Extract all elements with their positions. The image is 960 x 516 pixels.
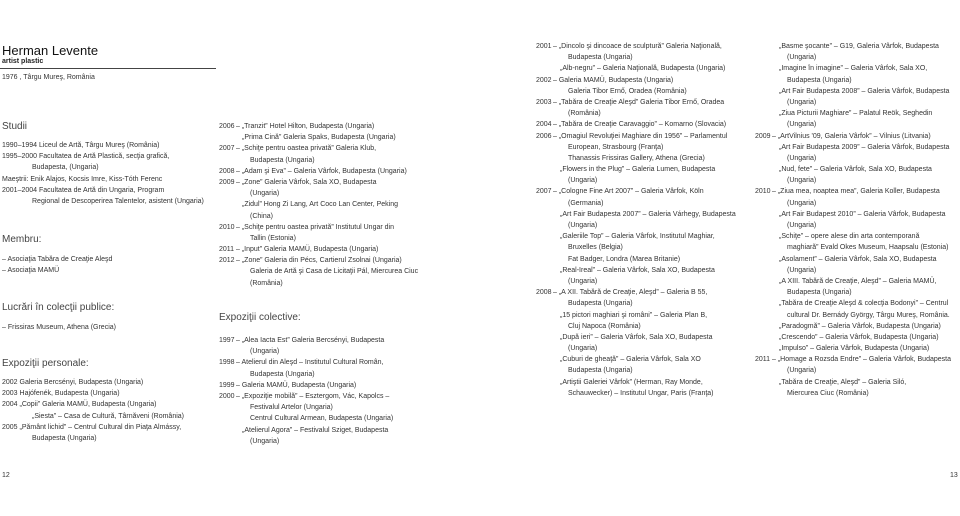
entry-text: „Impulso” – Galeria Vârfok, Budapesta (Ungaria) xyxy=(779,345,930,353)
entry-line xyxy=(219,211,449,222)
entry-text: Budapesta (Ungaria) xyxy=(250,370,315,378)
entry-text: European, Strasbourg (Franţa) xyxy=(568,143,664,151)
entry-line xyxy=(536,142,768,153)
entry-text: (Ungaria) xyxy=(787,177,817,185)
entry-text: – „Cologne Fine Art 2007” – Galeria Vârfok, Köln xyxy=(553,188,704,196)
entry-line xyxy=(219,166,449,177)
entry-line xyxy=(219,402,449,413)
entry-text: (Germania) xyxy=(568,199,604,207)
entry-text: – „Dincolo şi dincoace de sculptură” Galeria Naţională, xyxy=(553,43,722,50)
text-line: – Asociaţia MAMÜ xyxy=(2,267,60,275)
entry-line xyxy=(755,41,960,52)
entry-year: 1998 xyxy=(219,359,235,367)
entry-line xyxy=(536,97,768,108)
entry-text: „Art Fair Budapest 2010” – Galeria Vârfok, Budapesta xyxy=(779,210,946,218)
entry-line xyxy=(219,436,449,447)
entry-year: 1997 xyxy=(219,337,235,344)
entry-year: 2003 xyxy=(536,98,552,106)
entry-line xyxy=(755,220,960,231)
page-number-left: 12 xyxy=(2,472,10,479)
entry-line xyxy=(219,369,449,380)
artist-role: artist plastic xyxy=(2,58,44,65)
entry-text: Budapesta (Ungaria) xyxy=(787,289,852,297)
entry-text: (Ungaria) xyxy=(568,277,598,285)
entry-year: 2012 xyxy=(219,257,235,265)
entry-text: – „Omagiul Revoluţiei Maghiare din 1956” – Parlamentul xyxy=(553,132,728,140)
text-line: – Frissiras Museum, Athena (Grecia) xyxy=(2,324,116,331)
entry-line xyxy=(219,143,449,154)
entry-year: 2010 xyxy=(219,223,235,231)
entry-line xyxy=(219,335,449,346)
entry-year: 2006 xyxy=(219,123,235,130)
entry-line xyxy=(219,413,449,424)
membru-heading: Membru: xyxy=(2,234,42,245)
entry-text: – „Alea Iacta Est” Galeria Bercsényi, Budapesta xyxy=(236,337,385,344)
entry-line xyxy=(755,209,960,220)
entry-text: „După ieri” – Galeria Vârfok, Sala XO, Budapesta xyxy=(560,333,713,341)
entry-text: (China) xyxy=(250,212,273,220)
entry-text: „Cuburi de gheaţă” – Galeria Vârfok, Sala XO xyxy=(560,356,701,364)
entry-text: Festivalul Artelor (Ungaria) xyxy=(250,404,333,412)
text-line: Budapesta, (Ungaria) xyxy=(32,164,99,172)
entry-line xyxy=(536,343,768,354)
entry-text: „A XIII. Tabără de Creaţie, Aleşd” – Galeria MAMÜ, xyxy=(779,277,937,285)
entry-line xyxy=(755,153,960,164)
personale-list xyxy=(2,377,184,444)
entry-text: (Ungaria) xyxy=(787,154,817,162)
entry-line xyxy=(219,233,449,244)
entry-line xyxy=(536,86,768,97)
entry-text: „Flowers in the Plug” – Galeria Lumen, Budapesta xyxy=(560,166,716,174)
entry-text: – „Input” Galeria MAMÜ, Budapesta (Ungaria) xyxy=(236,246,379,254)
entry-text: (Ungaria) xyxy=(250,348,280,356)
entry-line xyxy=(536,321,768,332)
membru-list xyxy=(2,254,112,276)
entry-line xyxy=(536,198,768,209)
entry-line xyxy=(536,265,768,276)
entry-line xyxy=(536,220,768,231)
entry-line xyxy=(536,108,768,119)
entry-text: – „Expoziţie mobilă” – Esztergom, Vác, Kapolcs – xyxy=(236,392,390,400)
entry-text: „Art Fair Budapesta 2007” – Galeria Várhegy, Budapesta xyxy=(560,210,736,218)
entry-line xyxy=(219,425,449,436)
entry-line xyxy=(755,142,960,153)
entry-text: „Alb-negru” – Galeria Naţională, Budapesta (Ungaria) xyxy=(560,65,726,73)
entry-line xyxy=(536,231,768,242)
entry-line xyxy=(536,287,768,298)
entry-line xyxy=(755,321,960,332)
entry-text: Budapesta (Ungaria) xyxy=(568,367,633,375)
entry-text: – „ArtVilnius '09, Galeria Vârfok” – Vilnius (Litvania) xyxy=(772,132,931,140)
entry-line xyxy=(755,97,960,108)
entry-line xyxy=(536,75,768,86)
entry-text: „Ziua Picturii Maghiare” – Palatul Reök, Seghedin xyxy=(779,110,933,118)
entry-text: „Tabăra de Creaţie, Aleşd” – Galeria Siló, xyxy=(779,378,907,386)
entry-text: „Schiţe” – opere alese din arta contemporană xyxy=(779,233,920,241)
entry-line xyxy=(219,380,449,391)
entry-text: Budapesta (Ungaria) xyxy=(787,76,852,84)
entry-text: „Tabăra de Creaţie Aleşd & colecţia Bodonyi” – Centrul xyxy=(779,300,949,308)
entry-year: 2011 xyxy=(755,356,771,364)
entry-line xyxy=(536,310,768,321)
entry-year: 2002 xyxy=(536,76,552,84)
entry-text: (Ungaria) xyxy=(787,222,817,229)
entry-text: „Paradogmă” – Galeria Vârfok, Budapesta (Ungaria) xyxy=(779,322,941,330)
entry-text: Fat Badger, Londra (Marea Britanie) xyxy=(568,255,681,263)
entry-line xyxy=(755,388,960,399)
entry-line xyxy=(536,175,768,186)
entry-line xyxy=(755,119,960,130)
entry-text: – „Tabăra de Creaţie Caravaggio” – Komarno (Slovacia) xyxy=(553,121,727,129)
entry-line xyxy=(755,231,960,242)
entry-line xyxy=(755,254,960,265)
entry-line xyxy=(536,52,768,63)
entry-text: Centrul Cultural Armean, Budapesta (Ungaria) xyxy=(250,415,394,423)
entry-text: – „Zone” Galeria din Pécs, Cartierul Zsolnai (Ungaria) xyxy=(236,257,402,265)
entry-line xyxy=(219,188,449,199)
entry-line xyxy=(219,121,449,132)
entry-text: – „Ziua mea, noaptea mea”, Galeria Koller, Budapesta xyxy=(772,188,940,196)
text-line: 1990–1994 Liceul de Artă, Târgu Mureş (România) xyxy=(2,142,160,149)
entry-year: 2009 xyxy=(219,178,235,186)
entry-text: – „Homage a Rozsda Endre” – Galeria Vârfok, Budapesta xyxy=(772,356,951,364)
entry-year: 2007 xyxy=(536,188,552,196)
entry-line xyxy=(536,164,768,175)
entry-line xyxy=(536,242,768,253)
entry-line xyxy=(536,365,768,376)
entry-line xyxy=(536,63,768,74)
entry-year: 1999 xyxy=(219,381,235,389)
entry-text: (Ungaria) xyxy=(787,121,817,129)
text-line: Budapesta (Ungaria) xyxy=(32,435,97,443)
entry-line xyxy=(219,278,449,289)
entry-text: Miercurea Ciuc (România) xyxy=(787,389,869,397)
entry-line xyxy=(755,198,960,209)
entry-year: 2006 xyxy=(536,132,552,140)
entry-line xyxy=(536,354,771,365)
text-line: 2001–2004 Facultatea de Artă din Ungaria, Program xyxy=(2,186,165,194)
birth-info: 1976 , Târgu Mureş, România xyxy=(2,74,95,81)
header-rule xyxy=(0,68,216,69)
entry-line xyxy=(219,346,449,357)
entry-text: Tallin (Estonia) xyxy=(250,234,296,242)
entry-line xyxy=(755,242,960,253)
text-line: Regional de Descoperirea Talentelor, asistent (Ungaria) xyxy=(32,198,204,206)
entry-line xyxy=(755,108,960,119)
entry-text: „Atelierul Agora” – Festivalul Sziget, Budapesta xyxy=(242,426,389,434)
entry-line xyxy=(536,298,768,309)
personal-exhibitions-continued xyxy=(219,121,449,289)
entry-line xyxy=(755,265,960,276)
entry-line xyxy=(755,310,960,321)
text-line: 1995–2000 Facultatea de Artă Plastică, secţia grafică, xyxy=(2,153,170,161)
entry-year: 2000 xyxy=(219,392,235,400)
entry-line xyxy=(755,343,960,354)
text-line: 2005 „Pământ lichid” – Centrul Cultural din Piaţa Almássy, xyxy=(2,423,182,431)
entry-text: (România) xyxy=(568,110,601,118)
entry-line xyxy=(219,199,449,210)
entry-line xyxy=(755,164,960,175)
entry-line xyxy=(536,119,768,130)
entry-text: cultural Dr. Bernády György, Târgu Mureş, România. xyxy=(787,311,950,319)
entry-line xyxy=(219,357,449,368)
entry-line xyxy=(755,365,960,376)
entry-line xyxy=(536,41,768,52)
entry-line xyxy=(755,298,960,309)
entry-text: (Ungaria) xyxy=(787,266,817,274)
entry-text: – „Schiţe pentru oastea privată” Institutul Ungar din xyxy=(236,223,394,231)
text-line: – Asociaţia Tabăra de Creaţie Aleşd xyxy=(2,256,113,263)
entry-line xyxy=(536,186,768,197)
entry-text: – „A XII. Tabără de Creaţie, Aleşd” – Galeria B 55, xyxy=(553,289,708,297)
entry-line xyxy=(219,222,449,233)
entry-line xyxy=(536,153,768,164)
entry-text: Budapesta (Ungaria) xyxy=(250,156,315,164)
entry-text: (Ungaria) xyxy=(250,190,280,198)
entry-text: – „Tranzit” Hotel Hilton, Budapesta (Ungaria) xyxy=(236,123,375,130)
text-line: 2002 Galeria Bercsényi, Budapesta (Ungaria) xyxy=(2,379,144,386)
entry-text: „Nud, fete” – Galeria Vârfok, Sala XO, Budapesta xyxy=(779,166,932,174)
entry-text: – Galeria MAMÜ, Budapesta (Ungaria) xyxy=(553,76,674,84)
text-line: 2004 „Copii” Galeria MAMÜ, Budapesta (Ungaria) xyxy=(2,401,157,409)
entry-text: Cluj Napoca (România) xyxy=(568,322,641,330)
entry-text: – „Tabăra de Creaţie Aleşd” Galeria Tibor Ernő, Oradea xyxy=(553,98,725,106)
artist-name: Herman Levente xyxy=(2,43,99,58)
text-line: 2003 Hajófenék, Budapesta (Ungaria) xyxy=(2,390,120,398)
studii-heading: Studii xyxy=(2,121,28,132)
studii-list xyxy=(2,140,204,207)
entry-text: (Ungaria) xyxy=(568,222,598,229)
entry-line xyxy=(219,255,449,266)
entry-text: Budapesta (Ungaria) xyxy=(568,54,633,62)
entry-text: Bruxelles (Belgia) xyxy=(568,244,623,252)
entry-year: 2004 xyxy=(536,121,552,129)
entry-line xyxy=(755,52,960,63)
entry-text: – „Schiţe pentru oastea privată” Galeria Klub, xyxy=(236,145,377,153)
entry-line xyxy=(755,332,960,343)
entry-line xyxy=(219,391,449,402)
entry-text: „Crescendo” – Galeria Vârfok, Budapesta (Ungaria) xyxy=(779,333,939,341)
entry-text: – Atelierul din Aleşd – Institutul Cultural Român, xyxy=(236,359,384,367)
entry-text: „Art Fair Budapesta 2008” – Galeria Vârfok, Budapesta xyxy=(779,87,950,95)
entry-text: „Asolament” – Galeria Vârfok, Sala XO, Budapesta xyxy=(779,255,937,263)
entry-line xyxy=(536,254,768,265)
page-number-right: 13 xyxy=(950,472,958,479)
entry-line xyxy=(536,209,768,220)
entry-text: Galeria Tibor Ernő, Oradea (România) xyxy=(568,87,687,95)
entry-text: „Galeriile Top” – Galeria Vârfok, Institutul Maghiar, xyxy=(560,233,715,241)
entry-year: 2001 xyxy=(536,43,552,50)
group-exhibitions-2008-2011 xyxy=(755,41,960,399)
group-exhibitions-2001-2008 xyxy=(536,41,771,399)
entry-line xyxy=(536,131,768,142)
entry-year: 2011 xyxy=(219,246,235,254)
entry-line xyxy=(755,186,960,197)
entry-line xyxy=(755,86,960,97)
entry-line xyxy=(755,354,960,365)
entry-text: maghiară” Evald Okes Museum, Haapsalu (Estonia) xyxy=(787,244,949,252)
entry-text: (Ungaria) xyxy=(568,177,598,185)
entry-text: – „Zone” Galeria Vârfok, Sala XO, Budapesta xyxy=(236,178,377,186)
entry-line xyxy=(755,131,960,142)
entry-text: „Prima Cină” Galeria Spaks, Budapesta (Ungaria) xyxy=(242,134,396,142)
entry-line xyxy=(755,75,960,86)
entry-text: – Galeria MAMÜ, Budapesta (Ungaria) xyxy=(236,381,357,389)
entry-text: (România) xyxy=(250,279,283,287)
entry-year: 2010 xyxy=(755,188,771,196)
lucrari-list xyxy=(2,322,116,333)
personale-heading: Expoziţii personale: xyxy=(2,358,89,369)
entry-text: Thanassis Frissiras Gallery, Athena (Grecia) xyxy=(568,154,705,162)
entry-text: Galeria de Artă şi Casa de Licitaţii Pál, Miercurea Ciuc xyxy=(250,268,419,276)
entry-text: – „Adam şi Eva” – Galeria Vârfok, Budapesta (Ungaria) xyxy=(236,167,407,175)
entry-line xyxy=(755,276,960,287)
entry-year: 2008 xyxy=(536,289,552,297)
entry-text: (Ungaria) xyxy=(787,367,817,375)
entry-year: 2009 xyxy=(755,132,771,140)
entry-text: (Ungaria) xyxy=(250,437,280,445)
entry-line xyxy=(536,377,768,388)
entry-text: „15 pictori maghiari şi români” – Galeria Plan B, xyxy=(560,311,708,319)
entry-text: „Artiştii Galeriei Vârfok” (Herman, Ray Monde, xyxy=(560,378,703,386)
entry-line xyxy=(755,287,960,298)
lucrari-heading: Lucrări în colecţii publice: xyxy=(2,302,115,313)
entry-line xyxy=(755,175,960,186)
entry-line xyxy=(219,132,449,143)
entry-line xyxy=(536,388,768,399)
entry-year: 2008 xyxy=(219,167,235,175)
group-exhibitions xyxy=(219,311,449,447)
entry-text: (Ungaria) xyxy=(787,199,817,207)
entry-text: „Art Fair Budapesta 2009” – Galeria Vârfok, Budapesta xyxy=(779,143,950,151)
entry-text: „Zidul” Hong Zi Lang, Art Coco Lan Center, Peking xyxy=(242,201,399,209)
entry-text: Budapesta (Ungaria) xyxy=(568,300,633,308)
text-line: „Siesta” – Casa de Cultură, Târnăveni (România) xyxy=(32,412,184,420)
colective-heading: Expoziţii colective: xyxy=(219,312,301,323)
entry-line xyxy=(755,377,960,388)
entry-text: „Real-Ireal” – Galeria Vârfok, Sala XO, Budapesta xyxy=(560,266,715,274)
entry-line xyxy=(536,332,768,343)
entry-year: 2007 xyxy=(219,145,235,153)
entry-line xyxy=(219,244,449,255)
entry-text: „Basme şocante” – G19, Galeria Vârfok, Budapesta xyxy=(779,43,939,50)
entry-line xyxy=(755,63,960,74)
entry-text: (Ungaria) xyxy=(787,54,817,62)
entry-line xyxy=(219,177,449,188)
entry-line xyxy=(219,266,449,277)
entry-text: „Imagine în imagine” – Galeria Vârfok, Sala XO, xyxy=(779,65,928,73)
entry-line xyxy=(219,155,449,166)
entry-text: (Ungaria) xyxy=(568,345,598,353)
entry-line xyxy=(536,276,768,287)
entry-text: (Ungaria) xyxy=(787,98,817,106)
entry-text: Schauwecker) – Institutul Ungar, Paris (Franţa) xyxy=(568,389,714,397)
text-line: Maeştrii: Enik Alajos, Kocsis Imre, Kiss-Tóth Ferenc xyxy=(2,175,163,183)
